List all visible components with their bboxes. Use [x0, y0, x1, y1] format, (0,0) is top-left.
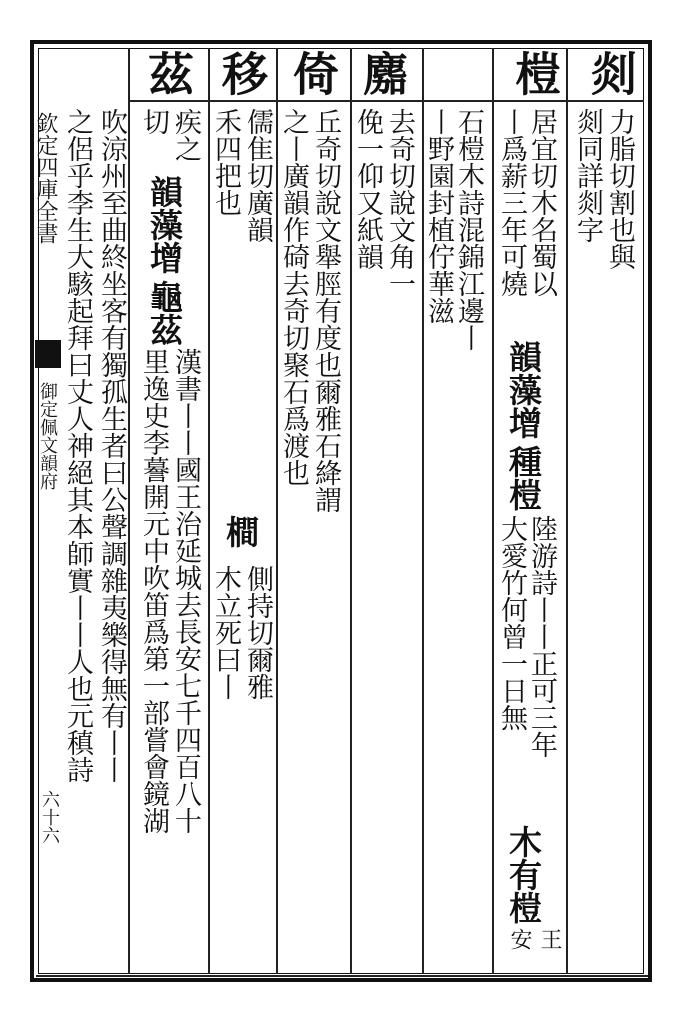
entry-4-line-2: 之丨廣韻作碕去奇切聚石爲渡也: [278, 108, 309, 486]
entry-2-note-line-2: 丨野園封植佇華滋: [423, 108, 454, 324]
entry-1-line-2: 剡同詳剡字: [572, 108, 603, 243]
entry-2-line-1: 居宜切木名蜀以: [526, 108, 557, 297]
margin-black-tab: [35, 340, 61, 368]
headword-5: 移: [215, 50, 269, 96]
entry-4-line-1: 丘奇切說文舉脛有度也爾雅石絳謂: [310, 108, 341, 513]
entry-2-citation-b: 大愛竹何曾一日無: [496, 515, 527, 731]
entry-5-sub-heading: 橺: [221, 515, 260, 548]
entry-6-note-line: 里逸史李謩開元中吹笛爲第一部嘗會鏡湖: [138, 348, 169, 834]
entry-6-line-2: 切: [138, 108, 169, 135]
entry-5-sub-line-1: 側持切爾雅: [242, 565, 273, 700]
headword-1: 剡: [584, 50, 638, 96]
footer-rule: [36, 975, 648, 977]
entry-5-line-2: 禾四把也: [210, 108, 241, 216]
entry-2-sub-heading-2: 木有榿: [504, 825, 543, 924]
entry-6-continuation-line-2: 之侶乎李生大駭起拜曰丈人神絕其本師實丨丨人也元稹詩: [62, 108, 93, 783]
entry-6-line-1: 疾之: [170, 108, 201, 162]
entry-2-citation-d: 安: [507, 928, 532, 950]
entry-6-main-line: 漢書丨丨國王治延城去長安七千四百八十: [170, 348, 201, 834]
column-rule: [492, 48, 494, 974]
entry-6-source-label: 韻藻增: [145, 175, 184, 274]
entry-1-line-1: 力脂切割也與: [604, 108, 635, 270]
entry-2-note-line-1: 石榿木詩混錦江邊丨: [453, 108, 484, 351]
margin-title: 欽定四庫全書: [33, 112, 58, 244]
headword-6: 茲: [141, 50, 195, 96]
entry-2-line-2: 丨爲薪三年可燒: [496, 108, 527, 297]
entry-2-citation-c: 王: [537, 928, 562, 950]
column-rule: [566, 48, 568, 974]
entry-3-line-1: 去奇切說文角一: [384, 108, 415, 297]
entry-5-line-1: 儒隹切廣韻: [242, 108, 273, 243]
entry-2-citation-a: 陸游詩丨丨正可三年: [526, 515, 557, 758]
column-rule: [128, 48, 130, 974]
entry-5-sub-line-2: 木立死曰丨: [210, 565, 241, 700]
headword-2: 榿: [508, 50, 562, 96]
entry-6-sub-heading: 龜茲: [145, 280, 184, 346]
page-number: 六十六: [39, 790, 60, 844]
entry-2-sub-heading: 種榿: [504, 445, 543, 511]
entry-6-continuation-line-1: 吹涼州至曲終坐客有獨孤生者曰公聲調雜夷樂得無有丨丨: [96, 108, 127, 783]
headword-3: 䴥: [356, 50, 410, 96]
margin-subtitle: 御定佩文韻府: [37, 382, 58, 490]
headword-4: 倚: [286, 50, 340, 96]
entry-3-line-2: 俛一仰又紙韻: [352, 108, 383, 270]
headword-rule: [128, 100, 644, 102]
entry-2-source-label: 韻藻增: [504, 340, 543, 439]
